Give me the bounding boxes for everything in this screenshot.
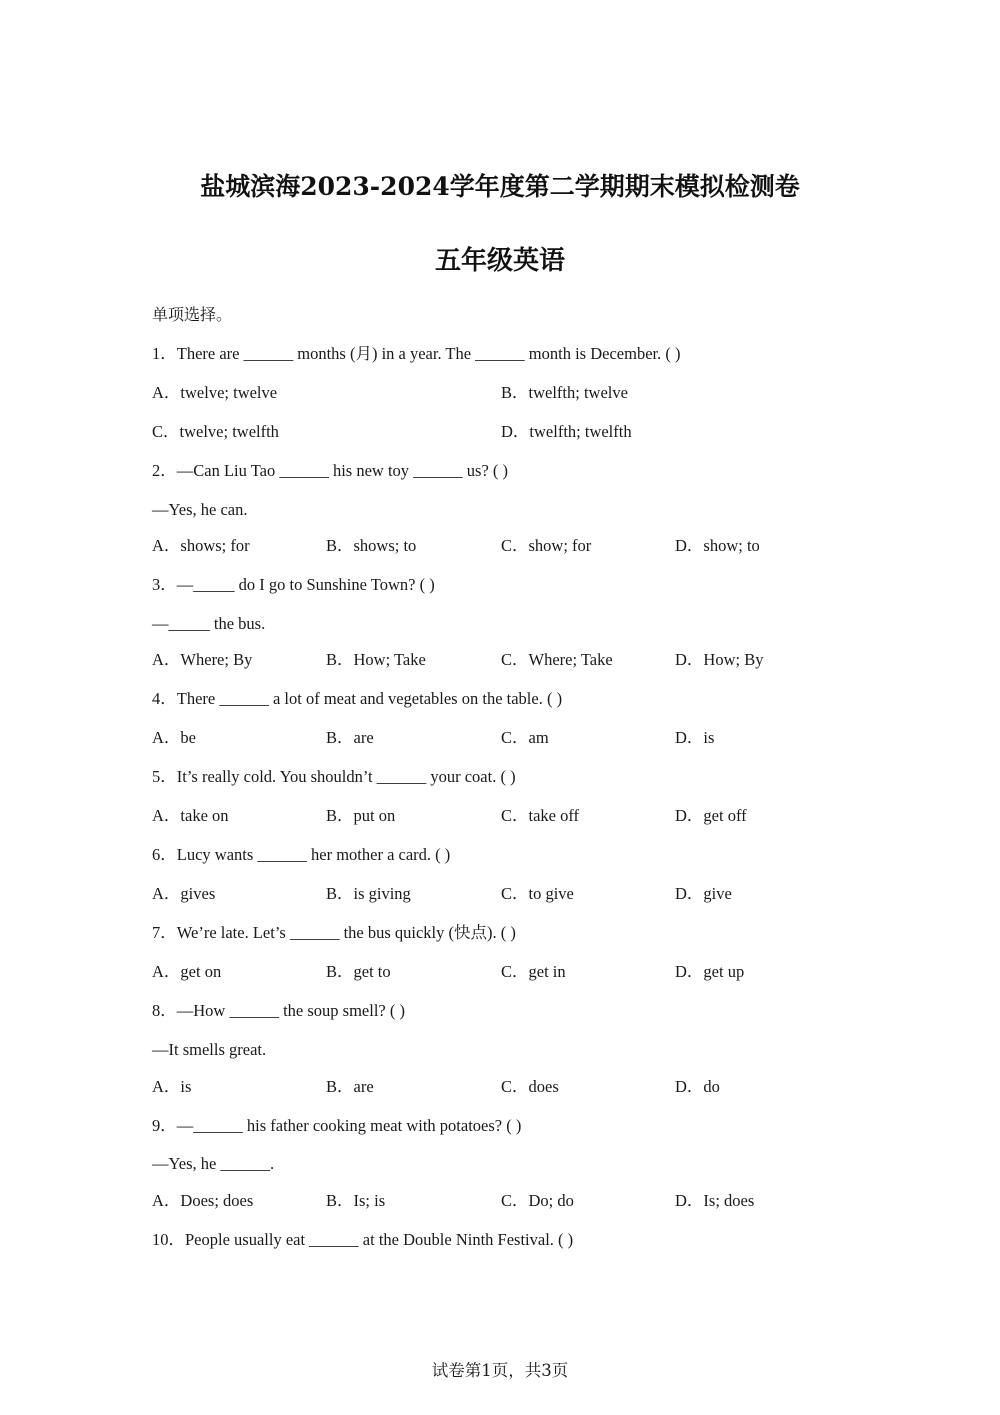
- question-3: 3．—_____ do I go to Sunshine Town? ( ): [152, 575, 435, 594]
- q4-option-c[interactable]: C．am: [501, 728, 549, 747]
- q3-option-c[interactable]: C．Where; Take: [501, 650, 613, 669]
- q5-option-c[interactable]: C．take off: [501, 806, 580, 825]
- q9-option-d[interactable]: D．Is; does: [675, 1191, 755, 1210]
- q4-option-d[interactable]: D．is: [675, 728, 715, 747]
- q3-option-d[interactable]: D．How; By: [675, 650, 764, 669]
- question-8: 8．—How ______ the soup smell? ( ): [152, 1001, 405, 1020]
- q8-option-a[interactable]: A．is: [152, 1077, 192, 1096]
- q7-option-a[interactable]: A．get on: [152, 962, 222, 981]
- q9-option-a[interactable]: A．Does; does: [152, 1191, 254, 1210]
- q2-option-a[interactable]: A．shows; for: [152, 536, 250, 555]
- q8-option-b[interactable]: B．are: [326, 1077, 374, 1096]
- q6-option-c[interactable]: C．to give: [501, 884, 574, 903]
- q2-option-c[interactable]: C．show; for: [501, 536, 592, 555]
- q6-option-d[interactable]: D．give: [675, 884, 732, 903]
- question-1: 1．There are ______ months (月) in a year. The ______ month is December. ( ): [152, 344, 681, 363]
- question-2: 2．—Can Liu Tao ______ his new toy ______ us? ( ): [152, 461, 509, 480]
- question-10: 10．People usually eat ______ at the Double Ninth Festival. ( ): [152, 1230, 574, 1249]
- q1-option-d[interactable]: D．twelfth; twelfth: [501, 422, 632, 441]
- q4-option-a[interactable]: A．be: [152, 728, 196, 747]
- question-9-reply: —Yes, he ______.: [152, 1154, 275, 1173]
- page-footer: 试卷第1页，共3页: [431, 1361, 569, 1380]
- q5-option-d[interactable]: D．get off: [675, 806, 747, 825]
- question-5: 5．It’s really cold. You shouldn’t ______ your coat. ( ): [152, 767, 516, 786]
- section-heading: 单项选择。: [152, 305, 233, 324]
- q7-option-d[interactable]: D．get up: [675, 962, 745, 981]
- q9-option-c[interactable]: C．Do; do: [501, 1191, 574, 1210]
- q6-option-a[interactable]: A．gives: [152, 884, 216, 903]
- q9-option-b[interactable]: B．Is; is: [326, 1191, 386, 1210]
- question-4: 4．There ______ a lot of meat and vegetables on the table. ( ): [152, 689, 563, 708]
- question-8-reply: —It smells great.: [152, 1040, 267, 1059]
- q3-option-b[interactable]: B．How; Take: [326, 650, 426, 669]
- question-3-reply: —_____ the bus.: [152, 614, 266, 633]
- exam-title: 盐城滨海2023-2024学年度第二学期期末模拟检测卷: [200, 172, 800, 201]
- q1-option-b[interactable]: B．twelfth; twelve: [501, 383, 628, 402]
- q5-option-a[interactable]: A．take on: [152, 806, 229, 825]
- q8-option-d[interactable]: D．do: [675, 1077, 720, 1096]
- question-6: 6．Lucy wants ______ her mother a card. ( ): [152, 845, 451, 864]
- q7-option-c[interactable]: C．get in: [501, 962, 566, 981]
- exam-subtitle: 五年级英语: [434, 246, 565, 276]
- q6-option-b[interactable]: B．is giving: [326, 884, 411, 903]
- q1-option-c[interactable]: C．twelve; twelfth: [152, 422, 279, 441]
- q3-option-a[interactable]: A．Where; By: [152, 650, 253, 669]
- q2-option-d[interactable]: D．show; to: [675, 536, 760, 555]
- q2-option-b[interactable]: B．shows; to: [326, 536, 417, 555]
- q5-option-b[interactable]: B．put on: [326, 806, 396, 825]
- q4-option-b[interactable]: B．are: [326, 728, 374, 747]
- q1-option-a[interactable]: A．twelve; twelve: [152, 383, 278, 402]
- q8-option-c[interactable]: C．does: [501, 1077, 559, 1096]
- question-9: 9．—______ his father cooking meat with potatoes? ( ): [152, 1116, 522, 1135]
- question-2-reply: —Yes, he can.: [152, 500, 248, 519]
- q7-option-b[interactable]: B．get to: [326, 962, 391, 981]
- question-7: 7．We’re late. Let’s ______ the bus quickly (快点). ( ): [152, 923, 516, 942]
